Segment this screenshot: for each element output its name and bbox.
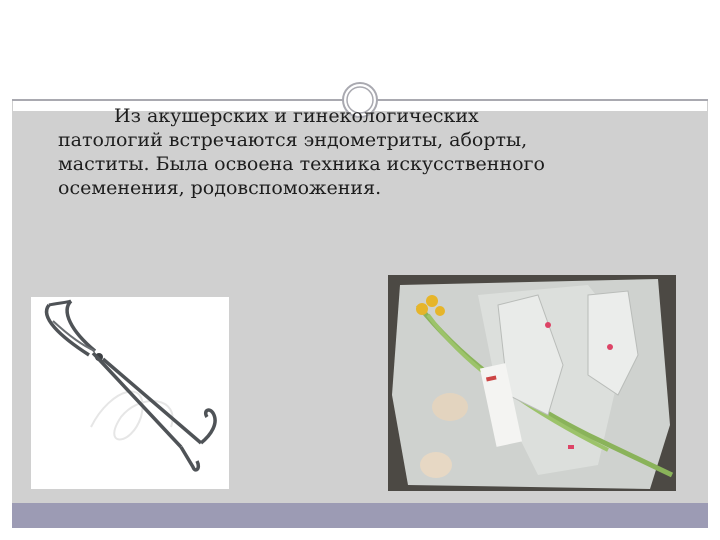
insemination-kit-photo <box>388 275 676 491</box>
body-paragraph <box>58 104 658 200</box>
paragraph-line: Из акушерских и гинекологических <box>114 105 479 127</box>
paragraph-line: осеменения, родовспоможения. <box>58 177 382 199</box>
paragraph-line: маститы. Была освоена техника искусственного <box>58 153 545 175</box>
paragraph-line: патологий встречаются эндометриты, аборты, <box>58 129 528 151</box>
forceps-photo <box>31 297 229 489</box>
footer-bar <box>12 503 708 528</box>
